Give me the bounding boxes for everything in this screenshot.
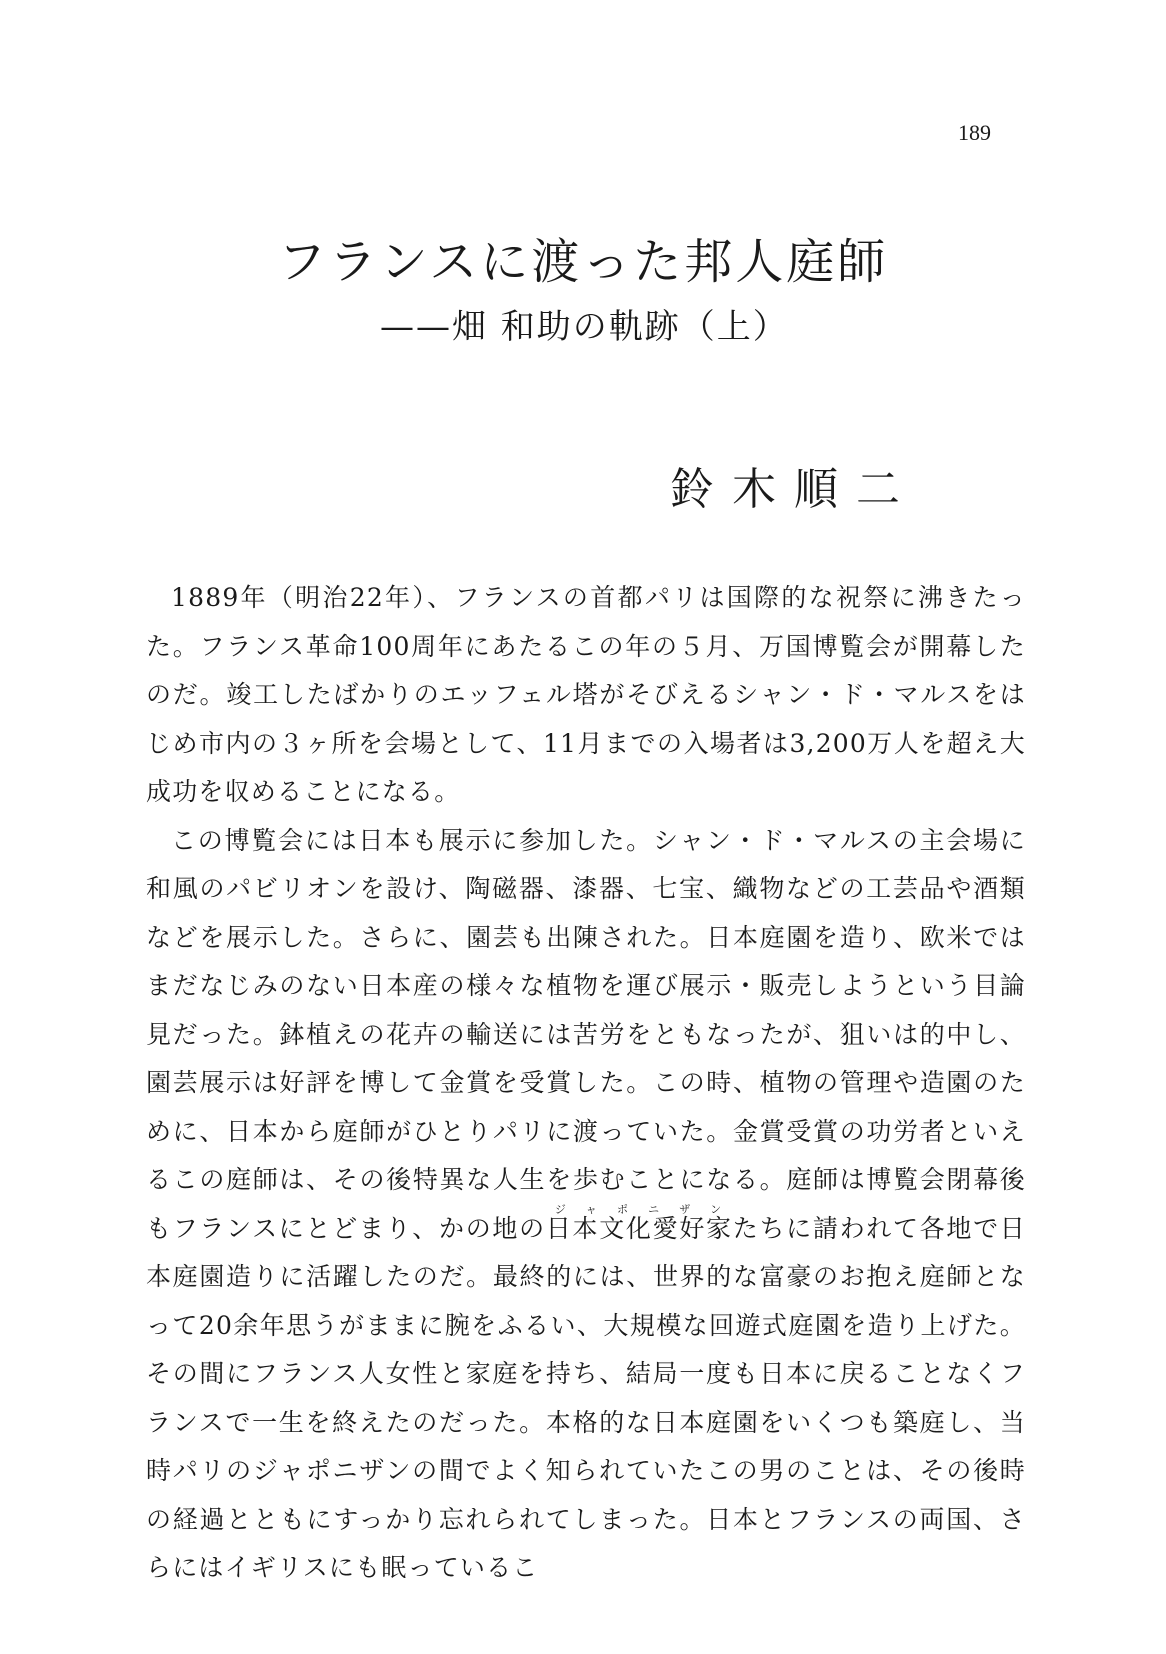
- ruby-base: 日本文化愛好家: [545, 1213, 733, 1243]
- paragraph-2: [146, 817, 1026, 1593]
- page-number: 189: [958, 120, 991, 145]
- paragraph-1: 1889年（明治22年）、フランスの首都パリは国際的な祝祭に沸きたった。フランス革命100周年にあたるこの年の５月、万国博覧会が開幕したのだ。竣工したばかりのエッフェル塔がそびえるシャン・ド・マルスをはじめ市内の３ヶ所を会場として、11月までの入場者は3,200万人を超え大成功を収めることになる。: [146, 583, 1026, 806]
- paragraph-2-text-after: たちに請われて各地で日本庭園造りに活躍したのだ。最終的には、世界的な富豪のお抱え庭師となって20余年思うがままに腕をふるい、大規模な回遊式庭園を造り上げた。その間にフランス人女性と家庭を持ち、結局一度も日本に戻ることなくフランスで一生を終えたのだった。本格的な日本庭園をいくつも築庭し、当時パリのジャポニザンの間でよく知られていたこの男のことは、その後時の経過とともにすっかり忘れられてしまった。日本とフランスの両国、さらにはイギリスにも眠っているこ: [146, 1213, 1026, 1582]
- ruby-annotation: [545, 1202, 733, 1243]
- article-subtitle: ——畑 和助の軌跡（上）: [380, 307, 789, 347]
- article-body: [146, 574, 1026, 1593]
- paragraph-2-text-before: この博覧会には日本も展示に参加した。シャン・ド・マルスの主会場に和風のパビリオンを設け、陶磁器、漆器、七宝、織物などの工芸品や酒類などを展示した。さらに、園芸も出陳された。日本庭園を造り、欧米ではまだなじみのない日本産の様々な植物を運び展示・販売しようという目論見だった。鉢植えの花卉の輸送には苦労をともなったが、狙いは的中し、園芸展示は好評を博して金賞を受賞した。この時、植物の管理や造園のために、日本から庭師がひとりパリに渡っていた。金賞受賞の功労者といえるこの庭師は、その後特異な人生を歩むことになる。庭師は博覧会閉幕後もフランスにとどまり、かの地の: [146, 825, 1026, 1243]
- article-title: フランスに渡った邦人庭師: [277, 234, 889, 290]
- author-name: 鈴 木 順 二: [670, 464, 902, 515]
- ruby-reading: ジャポニザン: [545, 1202, 733, 1216]
